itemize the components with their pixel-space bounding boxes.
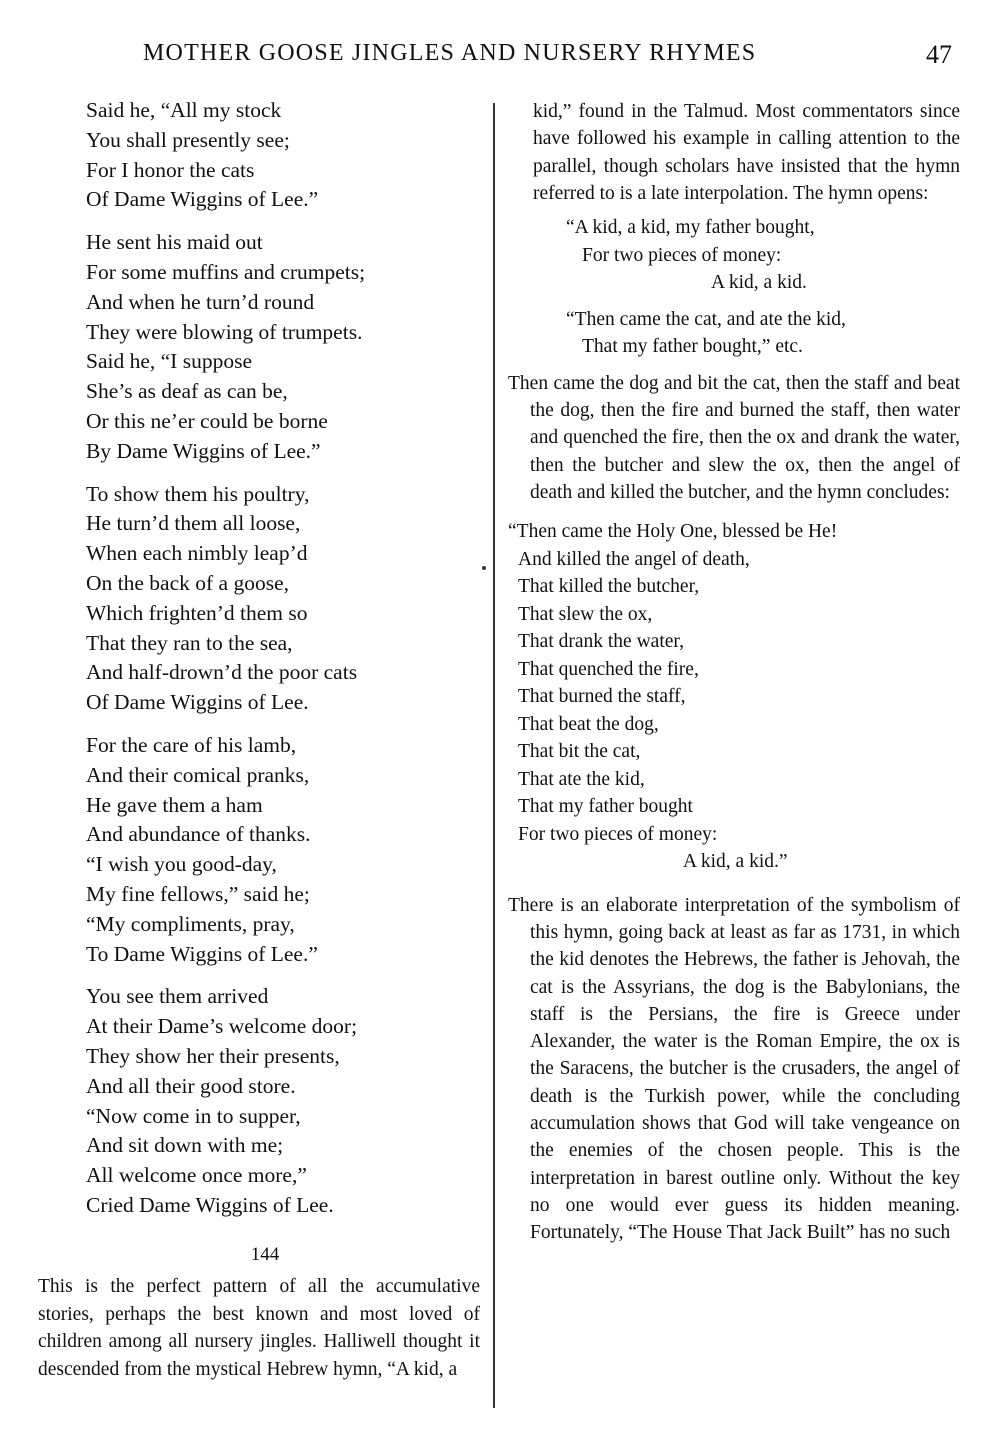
quote-line: A kid, a kid.” <box>683 851 788 873</box>
poem-line: Of Dame Wiggins of Lee.” <box>86 187 319 212</box>
quote-line: That killed the butcher, <box>518 576 700 598</box>
poem-line: For the care of his lamb, <box>86 732 297 757</box>
poem-stanza <box>86 982 486 1220</box>
poem-line: They show her their presents, <box>86 1043 340 1068</box>
running-head: MOTHER GOOSE JINGLES AND NURSERY RHYMES <box>143 40 757 66</box>
quote-line: For two pieces of money: <box>518 823 718 845</box>
poem-line: He turn’d them all loose, <box>86 511 301 536</box>
poem-line: To Dame Wiggins of Lee.” <box>86 941 318 966</box>
quote-line: That quenched the fire, <box>518 658 699 680</box>
poem-line: He sent his maid out <box>86 230 263 255</box>
poem-line: “I wish you good-day, <box>86 852 277 877</box>
poem-line: By Dame Wiggins of Lee.” <box>86 438 321 463</box>
poem-line: All welcome once more,” <box>86 1163 307 1188</box>
poem-line: “My compliments, pray, <box>86 911 295 936</box>
poem-line: They were blowing of trumpets. <box>86 319 363 344</box>
note-paragraph: Then came the dog and bit the cat, then the staff and beat the dog, then the fire and burned the staff, then water and quenched the fire, then the ox and drank the water, then the butcher and slew the ox, then the angel of death and killed the butcher, and the hymn concludes: <box>508 372 960 503</box>
poem-stanza <box>86 731 486 969</box>
quote-line: For two pieces of money: <box>582 244 782 266</box>
note-paragraph: There is an elaborate interpretation of the symbolism of this hymn, going back at least as far as 1731, in which the kid denotes the Hebrews, the father is Jehovah, the cat is the Assyrians, the dog is the Babylonians, the staff is the Persians, the fire is Greece under Alexander, the water is the Roman Empire, the ox is the Saracens, the butcher is the crusaders, the angel of death is the Turkish power, while the concluding accumulation shows that God will take vengeance on the enemies of the chosen people. This is the interpretation in barest outline only. Without the key no one would ever guess its hidden meaning. Fortunately, “The House That Jack Built” has no such <box>508 894 960 1244</box>
quote-line: That my father bought,” etc. <box>582 336 803 358</box>
column-divider <box>493 103 495 1408</box>
poem-stanza <box>86 96 486 215</box>
poem-line: For some muffins and crumpets; <box>86 259 366 284</box>
note-number: 144 <box>250 1244 280 1265</box>
poem-line: At their Dame’s welcome door; <box>86 1014 358 1039</box>
poem-line: Said he, “I suppose <box>86 349 252 374</box>
poem-stanza <box>86 480 486 718</box>
poem-line: Which frighten’d them so <box>86 600 308 625</box>
print-speck <box>482 566 486 570</box>
poem-stanza <box>86 228 486 466</box>
quote-line: And killed the angel of death, <box>518 548 750 570</box>
note-paragraph: This is the perfect pattern of all the accumulative stories, perhaps the best known and most loved of children among all nursery jingles. Halliwell thought it descended from the mystical Hebrew hymn, “A kid, a <box>38 1276 480 1380</box>
quote-line: “Then came the Holy One, blessed be He! <box>508 521 838 543</box>
hymn-quote <box>508 518 960 876</box>
poem-line: You shall presently see; <box>86 127 290 152</box>
page-number: 47 <box>926 40 952 69</box>
poem-line: “Now come in to supper, <box>86 1103 301 1128</box>
poem-line: And sit down with me; <box>86 1133 284 1158</box>
quote-line: “Then came the cat, and ate the kid, <box>566 308 846 330</box>
quote-line: That slew the ox, <box>518 603 653 625</box>
poem-line: Cried Dame Wiggins of Lee. <box>86 1192 334 1217</box>
poem-line: My fine fellows,” said he; <box>86 881 310 906</box>
poem-line: And when he turn’d round <box>86 289 315 314</box>
poem-line: For I honor the cats <box>86 157 255 182</box>
poem-line: Of Dame Wiggins of Lee. <box>86 690 309 715</box>
commentary-column <box>508 98 960 1247</box>
hymn-quote <box>508 214 960 361</box>
poem-line: And all their good store. <box>86 1073 296 1098</box>
poem-line: On the back of a goose, <box>86 570 289 595</box>
quote-line: That burned the staff, <box>518 686 686 708</box>
note-paragraph: kid,” found in the Talmud. Most commentators since have followed his example in calling attention to the parallel, though scholars have insisted that the hymn referred to is a late interpolation. The hymn opens: <box>533 101 960 204</box>
poem-line: And their comical pranks, <box>86 762 310 787</box>
poem-line: Said he, “All my stock <box>86 98 282 122</box>
poem-line: You see them arrived <box>86 984 269 1009</box>
quote-line: A kid, a kid. <box>711 272 807 294</box>
poem-line: That they ran to the sea, <box>86 630 293 655</box>
poem-line: She’s as deaf as can be, <box>86 379 288 404</box>
quote-line: That drank the water, <box>518 631 684 653</box>
quote-line: That my father bought <box>518 796 693 818</box>
poem-line: Or this ne’er could be borne <box>86 408 328 433</box>
quote-line: “A kid, a kid, my father bought, <box>566 217 815 239</box>
poem-line: When each nimbly leap’d <box>86 541 308 566</box>
poem-line: And abundance of thanks. <box>86 822 311 847</box>
poem-line: He gave them a ham <box>86 792 263 817</box>
poem-line: And half-drown’d the poor cats <box>86 660 358 685</box>
quote-line: That beat the dog, <box>518 713 659 735</box>
poem-column <box>86 96 486 1234</box>
poem-line: To show them his poultry, <box>86 481 310 506</box>
quote-line: That bit the cat, <box>518 741 641 763</box>
quote-line: That ate the kid, <box>518 768 645 790</box>
